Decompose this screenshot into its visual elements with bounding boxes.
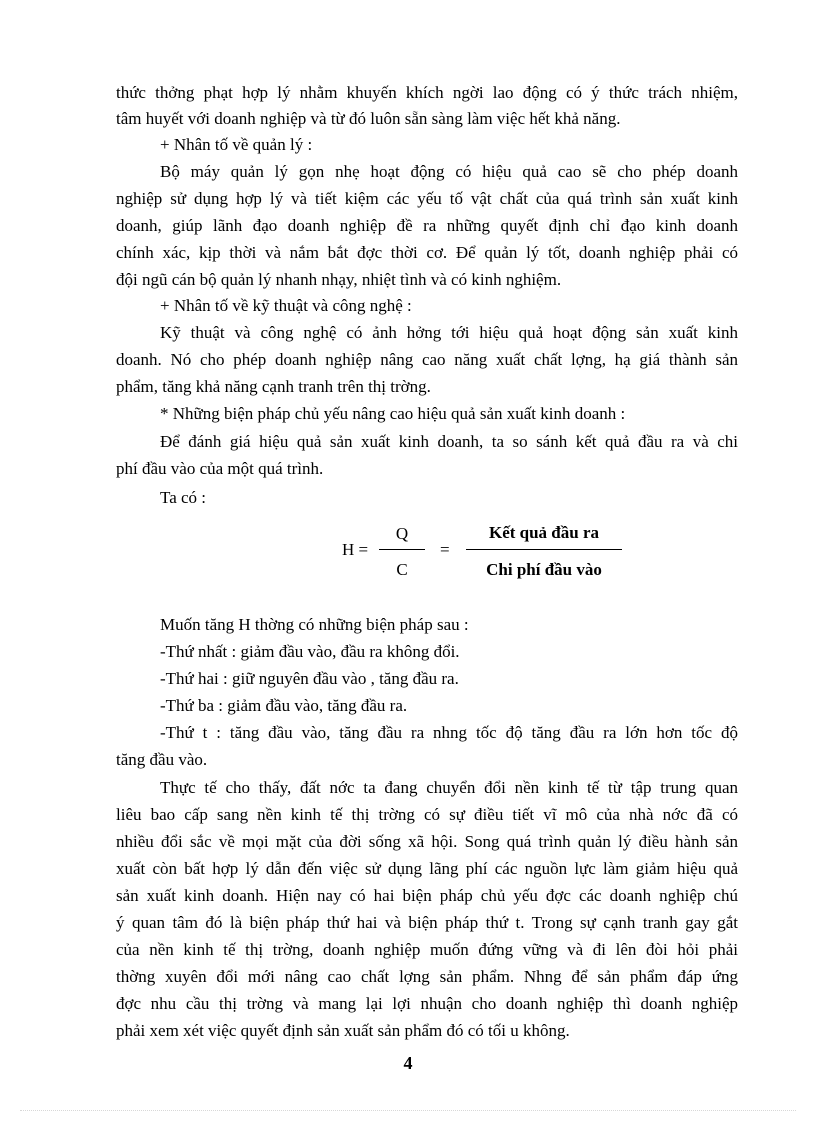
section-heading: + Nhân tố về kỹ thuật và công nghệ :	[160, 296, 412, 315]
text-line: tăng đầu vào.	[116, 750, 208, 769]
text-line: chính xác, kịp thời và nắm bắt đợc thời cơ. Để quản lý tốt, doanh nghiệp phải có	[116, 243, 738, 262]
formula-equals: =	[440, 540, 450, 559]
text-line: Để đánh giá hiệu quả sản xuất kinh doanh, ta so sánh kết quả đầu ra và chi	[160, 432, 738, 451]
list-item: -Thứ ba : giảm đầu vào, tăng đầu ra.	[160, 696, 408, 715]
fraction-bar	[379, 549, 425, 550]
page-number: 4	[403, 1053, 413, 1073]
list-item: -Thứ t : tăng đầu vào, tăng đầu ra nhng tốc độ tăng đầu ra lớn hơn tốc độ	[160, 723, 738, 742]
list-item: -Thứ nhất : giảm đầu vào, đầu ra không đổi.	[160, 642, 460, 661]
text-line: doanh. Nó cho phép doanh nghiệp nâng cao năng xuất chất lợng, hạ giá thành sản	[116, 350, 738, 369]
text-line: liêu bao cấp sang nền kinh tế thị trờng có sự điều tiết vĩ mô của nhà nớc đã có	[116, 805, 738, 824]
text-line: phải xem xét việc quyết định sản xuất sản phẩm đó có tối u không.	[116, 1021, 570, 1040]
formula-denominator-c: C	[396, 560, 408, 579]
text-line: doanh, giúp lãnh đạo doanh nghiệp đề ra những quyết định chỉ đạo kinh doanh	[116, 216, 738, 235]
section-heading: + Nhân tố về quản lý :	[160, 135, 313, 154]
text-line: phí đầu vào của một quá trình.	[116, 459, 324, 478]
text-line: thờng xuyên đổi mới nâng cao chất lợng sản phẩm. Nhng để sản phẩm đáp ứng	[116, 967, 738, 986]
text-line: Thực tế cho thấy, đất nớc ta đang chuyển đổi nền kinh tế từ tập trung quan	[160, 778, 738, 797]
text-line: đợc nhu cầu thị trờng và mang lại lợi nhuận cho doanh nghiệp thì doanh nghiệp	[116, 994, 738, 1013]
text-line: thức thởng phạt hợp lý nhằm khuyến khích ngời lao động có ý thức trách nhiệm,	[116, 83, 738, 102]
text-line: Ta có :	[160, 488, 207, 507]
text-line: nhiều đổi sắc về mọi mặt của đời sống xã hội. Song quá trình quản lý điều hành sản	[116, 832, 738, 851]
text-line: sản xuất kinh doanh. Hiện nay có hai biện pháp chủ yếu đợc các doanh nghiệp chú	[116, 886, 738, 905]
text-line: Bộ máy quản lý gọn nhẹ hoạt động có hiệu quả cao sẽ cho phép doanh	[160, 162, 738, 181]
formula-lhs: H =	[342, 540, 369, 559]
text-line: tâm huyết với doanh nghiệp và từ đó luôn sẵn sàng làm việc hết khả năng.	[116, 109, 621, 128]
fraction-bar	[466, 549, 622, 550]
text-line: đội ngũ cán bộ quản lý nhanh nhạy, nhiệt tình và có kinh nghiệm.	[116, 270, 562, 289]
list-item: -Thứ hai : giữ nguyên đầu vào , tăng đầu ra.	[160, 669, 459, 688]
formula-denominator-input: Chi phí đầu vào	[486, 560, 602, 579]
footer-divider	[20, 1110, 796, 1111]
text-line: xuất còn bất hợp lý dẫn đến việc sử dụng lãng phí các nguồn lực làm giảm hiệu quả	[116, 859, 738, 878]
text-line: ý quan tâm đó là biện pháp thứ hai và biện pháp thứ t. Trong sự cạnh tranh gay gắt	[116, 913, 738, 932]
text-line: Muốn tăng H thờng có những biện pháp sau :	[160, 615, 469, 634]
text-line: nghiệp sử dụng hợp lý và tiết kiệm các yếu tố vật chất của quá trình sản xuất kinh	[116, 189, 738, 208]
section-heading: * Những biện pháp chủ yếu nâng cao hiệu quả sản xuất kinh doanh :	[160, 404, 626, 423]
formula-numerator-output: Kết quả đầu ra	[488, 523, 600, 542]
text-line: của nền kinh tế thị trờng, doanh nghiệp muốn đứng vững và đi lên đòi hỏi phải	[116, 940, 738, 959]
text-line: Kỹ thuật và công nghệ có ảnh hởng tới hiệu quả hoạt động sản xuất kinh	[160, 323, 738, 342]
text-line: phẩm, tăng khả năng cạnh tranh trên thị trờng.	[116, 377, 431, 396]
formula-numerator-q: Q	[395, 524, 409, 543]
